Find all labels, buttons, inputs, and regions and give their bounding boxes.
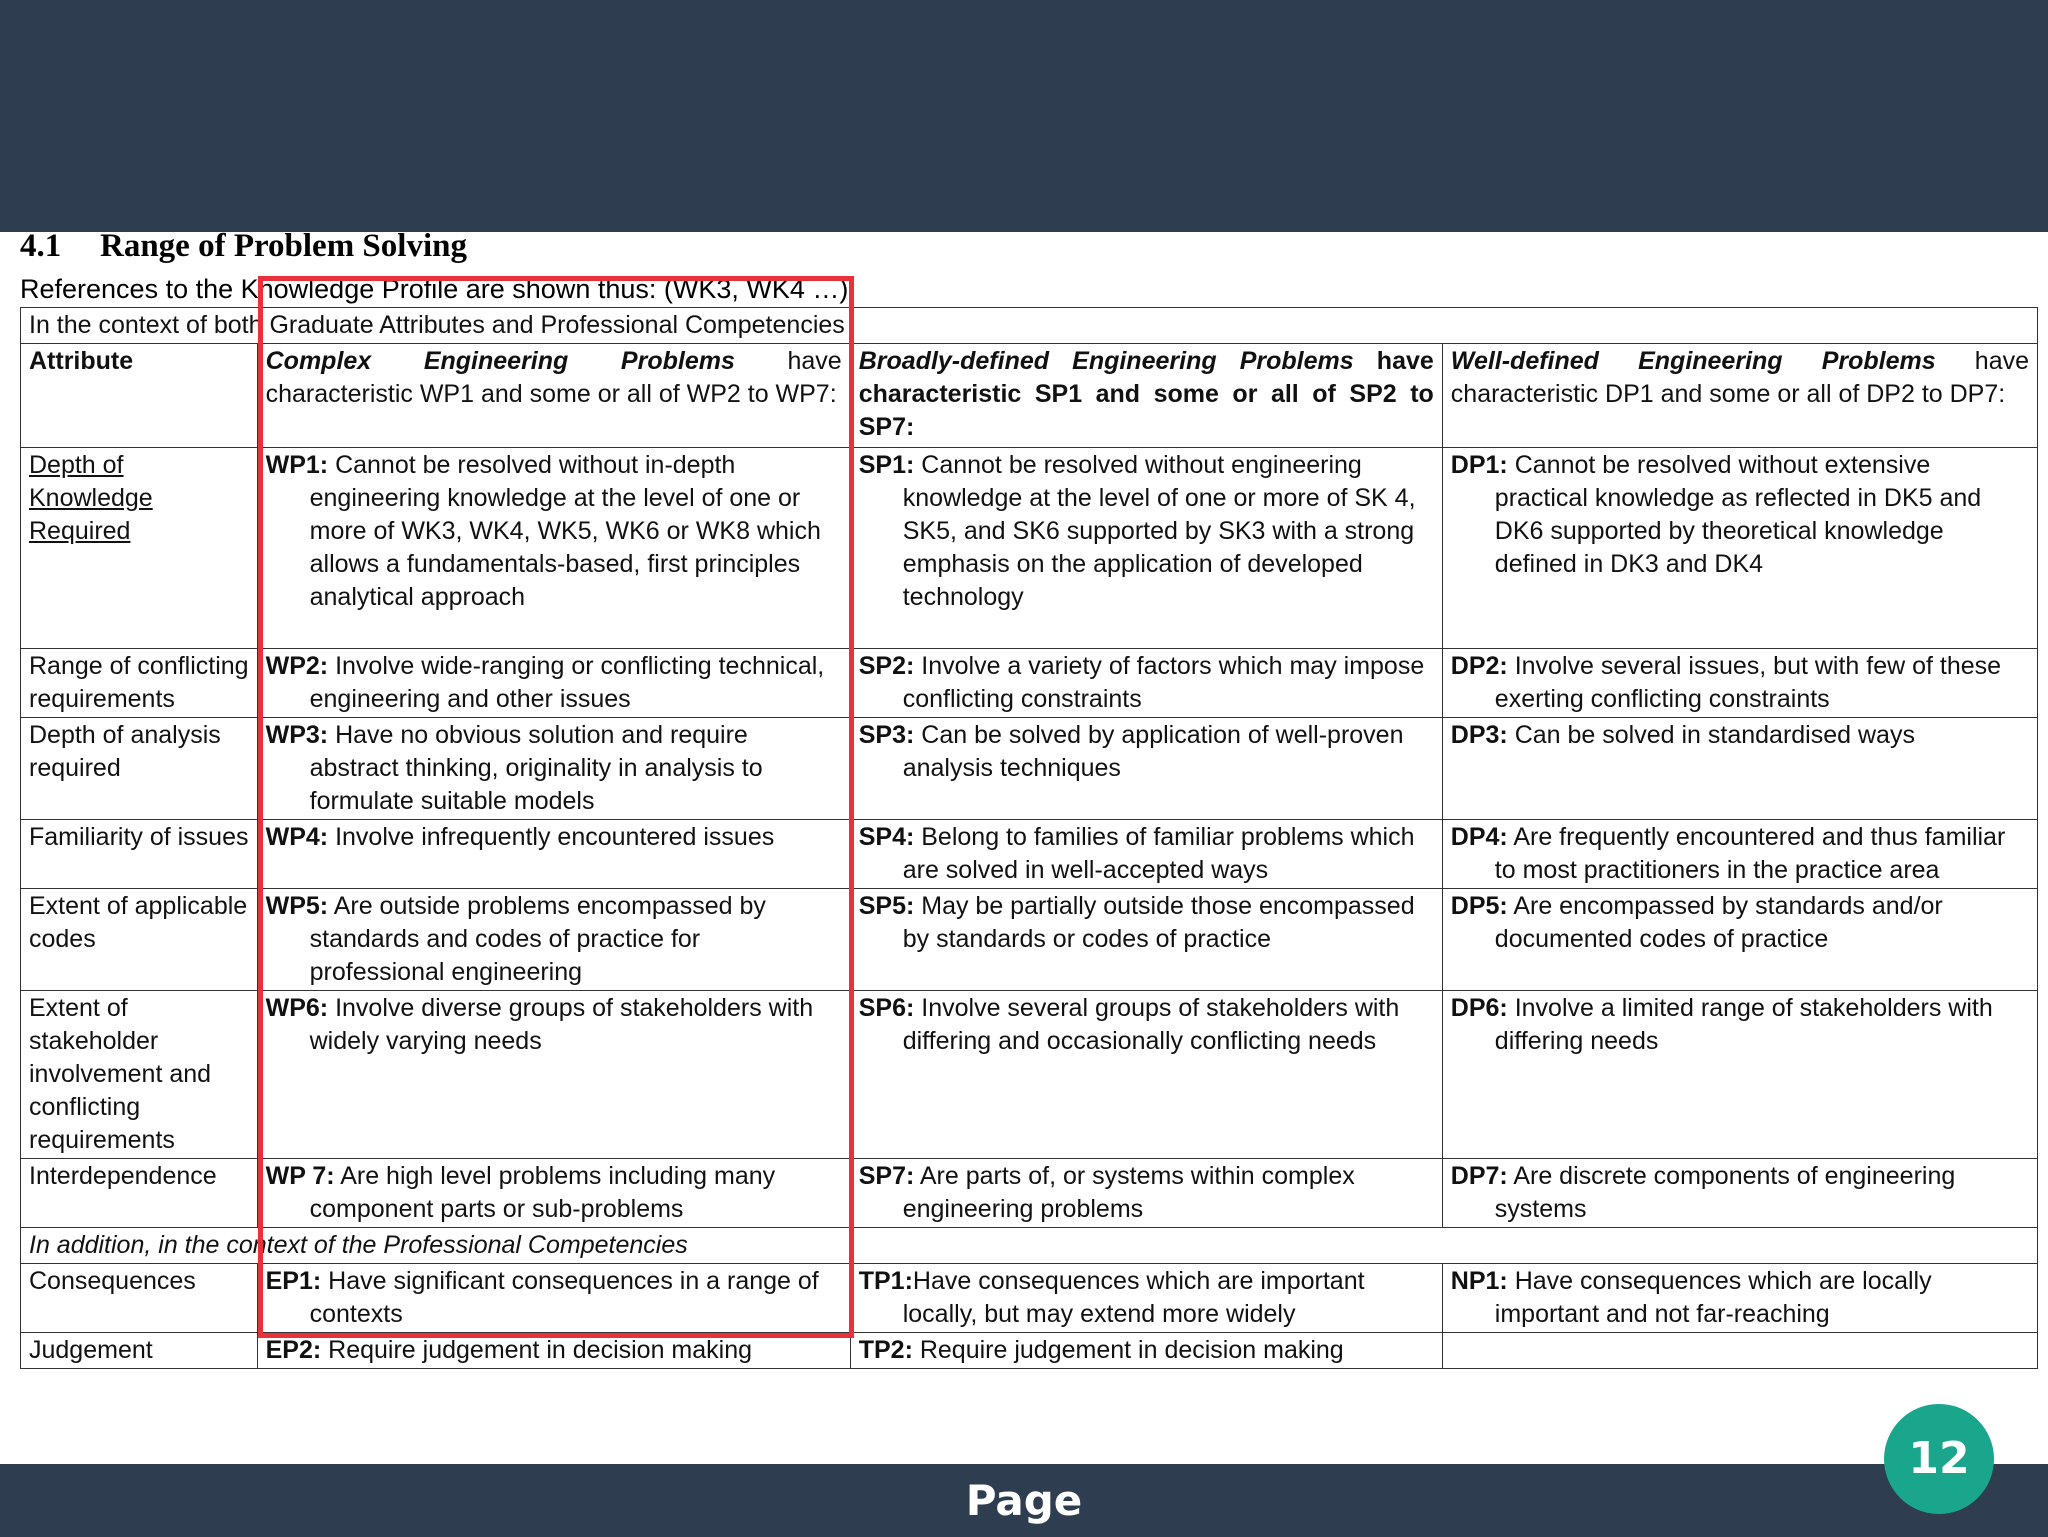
page-label: Page: [965, 1476, 1083, 1525]
dp-code: DP6:: [1450, 994, 1508, 1022]
dp-cell: [1442, 889, 2037, 991]
wp-cell: [257, 889, 850, 991]
table-row: [21, 991, 2038, 1159]
sp-text: Belong to families of familiar problems which are solved in well-accepted ways: [902, 823, 1415, 884]
wp-code: EP1:: [265, 1267, 322, 1295]
sp-code: SP3:: [858, 721, 915, 749]
dp-cell: [1442, 1333, 2037, 1369]
sp-cell: [850, 889, 1442, 991]
sp-cell: [850, 820, 1442, 889]
section-number: 4.1: [20, 228, 62, 264]
attribute-label: Judgement: [29, 1336, 153, 1364]
broad-title: Broadly-defined Engineering Problems: [858, 347, 1354, 375]
sp-code: SP7:: [858, 1162, 915, 1190]
wp-code: WP1:: [265, 451, 329, 479]
sp-text: Require judgement in decision making: [912, 1336, 1344, 1364]
row-attribute: [21, 649, 258, 718]
row-attribute: [21, 718, 258, 820]
header-complex: [257, 344, 850, 448]
dp-text: Involve a limited range of stakeholders with differing needs: [1494, 994, 1993, 1055]
wp-cell: [257, 1333, 850, 1369]
header-attribute: [21, 344, 258, 448]
wp-code: WP2:: [265, 652, 329, 680]
wp-cell: [257, 1159, 850, 1228]
table-row: [21, 718, 2038, 820]
dp-text: Are frequently encountered and thus familiar to most practitioners in the practice area: [1494, 823, 2006, 884]
attribute-header-text: Attribute: [29, 347, 134, 375]
references-note: References to the Knowledge Profile are shown thus: (WK3, WK4 …): [20, 274, 849, 304]
sp-cell: [850, 448, 1442, 649]
section-title: Range of Problem Solving: [100, 228, 467, 264]
dp-cell: [1442, 820, 2037, 889]
top-banner: [0, 0, 2048, 232]
dp-text: Cannot be resolved without extensive practical knowledge as reflected in DK5 and DK6 supported by theoretical knowledge defined in DK3 and DK4: [1494, 451, 1982, 578]
problem-solving-table: [20, 307, 2038, 1369]
row-attribute: [21, 1159, 258, 1228]
complex-title: Complex Engineering Problems: [265, 347, 735, 375]
wp-code: WP6:: [265, 994, 329, 1022]
table-row: [21, 1333, 2038, 1369]
sp-code: SP2:: [858, 652, 915, 680]
sp-cell: [850, 649, 1442, 718]
table-row: [21, 1264, 2038, 1333]
table-row: [21, 889, 2038, 991]
wp-text: Cannot be resolved without in-depth engineering knowledge at the level of one or more of WK3, WK4, WK5, WK6 or WK8 which allows a fundamentals-based, first principles analytical approach: [309, 451, 821, 611]
dp-code: DP3:: [1450, 721, 1508, 749]
wp-text: Involve infrequently encountered issues: [328, 823, 775, 851]
dp-cell: [1442, 649, 2037, 718]
attribute-label: Depth of Knowledge Required: [29, 451, 153, 545]
table-row: [21, 448, 2038, 649]
header-row: [21, 344, 2038, 448]
row-attribute: [21, 1333, 258, 1369]
sp-code: SP5:: [858, 892, 915, 920]
wp-cell: [257, 991, 850, 1159]
attribute-label: Familiarity of issues: [29, 823, 249, 851]
table-row: [21, 649, 2038, 718]
professional-context-cell: In addition, in the context of the Professional Competencies: [21, 1228, 2038, 1264]
wp-text: Have no obvious solution and require abstract thinking, originality in analysis to formulate suitable models: [309, 721, 763, 815]
dp-code: NP1:: [1450, 1267, 1508, 1295]
sp-code: SP6:: [858, 994, 915, 1022]
sp-cell: [850, 991, 1442, 1159]
wp-text: Involve wide-ranging or conflicting technical, engineering and other issues: [309, 652, 825, 713]
wp-code: WP 7:: [265, 1162, 335, 1190]
sp-text: Cannot be resolved without engineering knowledge at the level of one or more of SK 4, SK5, and SK6 supported by SK3 with a strong emphasis on the application of developed technology: [902, 451, 1416, 611]
wp-text: Involve diverse groups of stakeholders with widely varying needs: [309, 994, 814, 1055]
sp-cell: [850, 718, 1442, 820]
attribute-label: Consequences: [29, 1267, 196, 1295]
row-attribute: [21, 820, 258, 889]
sp-text: Are parts of, or systems within complex engineering problems: [902, 1162, 1355, 1223]
sp-text: Involve several groups of stakeholders with differing and occasionally conflicting needs: [902, 994, 1400, 1055]
wp-cell: [257, 1264, 850, 1333]
dp-text: Are encompassed by standards and/or documented codes of practice: [1494, 892, 1943, 953]
sp-text: Can be solved by application of well-proven analysis techniques: [902, 721, 1404, 782]
wp-code: EP2:: [265, 1336, 322, 1364]
dp-code: DP4:: [1450, 823, 1508, 851]
sp-text: Have consequences which are important locally, but may extend more widely: [902, 1267, 1365, 1328]
dp-code: DP7:: [1450, 1162, 1508, 1190]
wp-text: Have significant consequences in a range of contexts: [309, 1267, 819, 1328]
attribute-label: Extent of stakeholder involvement and conflicting requirements: [29, 994, 212, 1154]
wp-cell: [257, 448, 850, 649]
attribute-label: Range of conflicting requirements: [29, 652, 249, 713]
sp-cell: [850, 1159, 1442, 1228]
wp-text: Are outside problems encompassed by standards and codes of practice for professional engineering: [309, 892, 766, 986]
wp-code: WP4:: [265, 823, 329, 851]
section-heading: [20, 228, 467, 265]
attribute-label: Depth of analysis required: [29, 721, 221, 782]
dp-code: DP5:: [1450, 892, 1508, 920]
dp-text: Can be solved in standardised ways: [1507, 721, 1915, 749]
header-broad: [850, 344, 1442, 448]
wp-text: Are high level problems including many component parts or sub-problems: [309, 1162, 776, 1223]
attribute-label: Interdependence: [29, 1162, 217, 1190]
professional-context-row: [21, 1228, 2038, 1264]
sp-text: Involve a variety of factors which may impose conflicting constraints: [902, 652, 1425, 713]
dp-cell: [1442, 991, 2037, 1159]
dp-code: DP2:: [1450, 652, 1508, 680]
sp-code: SP4:: [858, 823, 915, 851]
dp-code: DP1:: [1450, 451, 1508, 479]
page-number-badge: 12: [1884, 1404, 1994, 1514]
dp-text: Involve several issues, but with few of these exerting conflicting constraints: [1494, 652, 2002, 713]
attribute-label: Extent of applicable codes: [29, 892, 248, 953]
row-attribute: [21, 889, 258, 991]
row-attribute: [21, 1264, 258, 1333]
header-well: [1442, 344, 2037, 448]
dp-cell: [1442, 448, 2037, 649]
dp-cell: [1442, 718, 2037, 820]
wp-text: Require judgement in decision making: [321, 1336, 753, 1364]
wp-cell: [257, 649, 850, 718]
sp-text: May be partially outside those encompassed by standards or codes of practice: [902, 892, 1415, 953]
dp-cell: [1442, 1159, 2037, 1228]
wp-cell: [257, 718, 850, 820]
context-cell: In the context of both Graduate Attributes and Professional Competencies: [21, 308, 2038, 344]
well-title: Well-defined Engineering Problems: [1450, 347, 1936, 375]
dp-text: Are discrete components of engineering systems: [1494, 1162, 1956, 1223]
complex-rest: have characteristic WP1 and some or all of WP2 to WP7:: [265, 347, 842, 408]
wp-code: WP3:: [265, 721, 329, 749]
sp-cell: [850, 1264, 1442, 1333]
dp-cell: [1442, 1264, 2037, 1333]
dp-text: Have consequences which are locally important and not far-reaching: [1494, 1267, 1932, 1328]
row-attribute: [21, 991, 258, 1159]
sp-code: TP1:: [858, 1267, 913, 1295]
wp-cell: [257, 820, 850, 889]
sp-code: SP1:: [858, 451, 915, 479]
wp-code: WP5:: [265, 892, 329, 920]
row-attribute: [21, 448, 258, 649]
sp-cell: [850, 1333, 1442, 1369]
broad-rest: have characteristic SP1 and some or all of SP2 to SP7:: [858, 347, 1434, 441]
well-rest: have characteristic DP1 and some or all of DP2 to DP7:: [1450, 347, 2029, 408]
table-row: [21, 820, 2038, 889]
context-row: [21, 308, 2038, 344]
table-row: [21, 1159, 2038, 1228]
sp-code: TP2:: [858, 1336, 913, 1364]
